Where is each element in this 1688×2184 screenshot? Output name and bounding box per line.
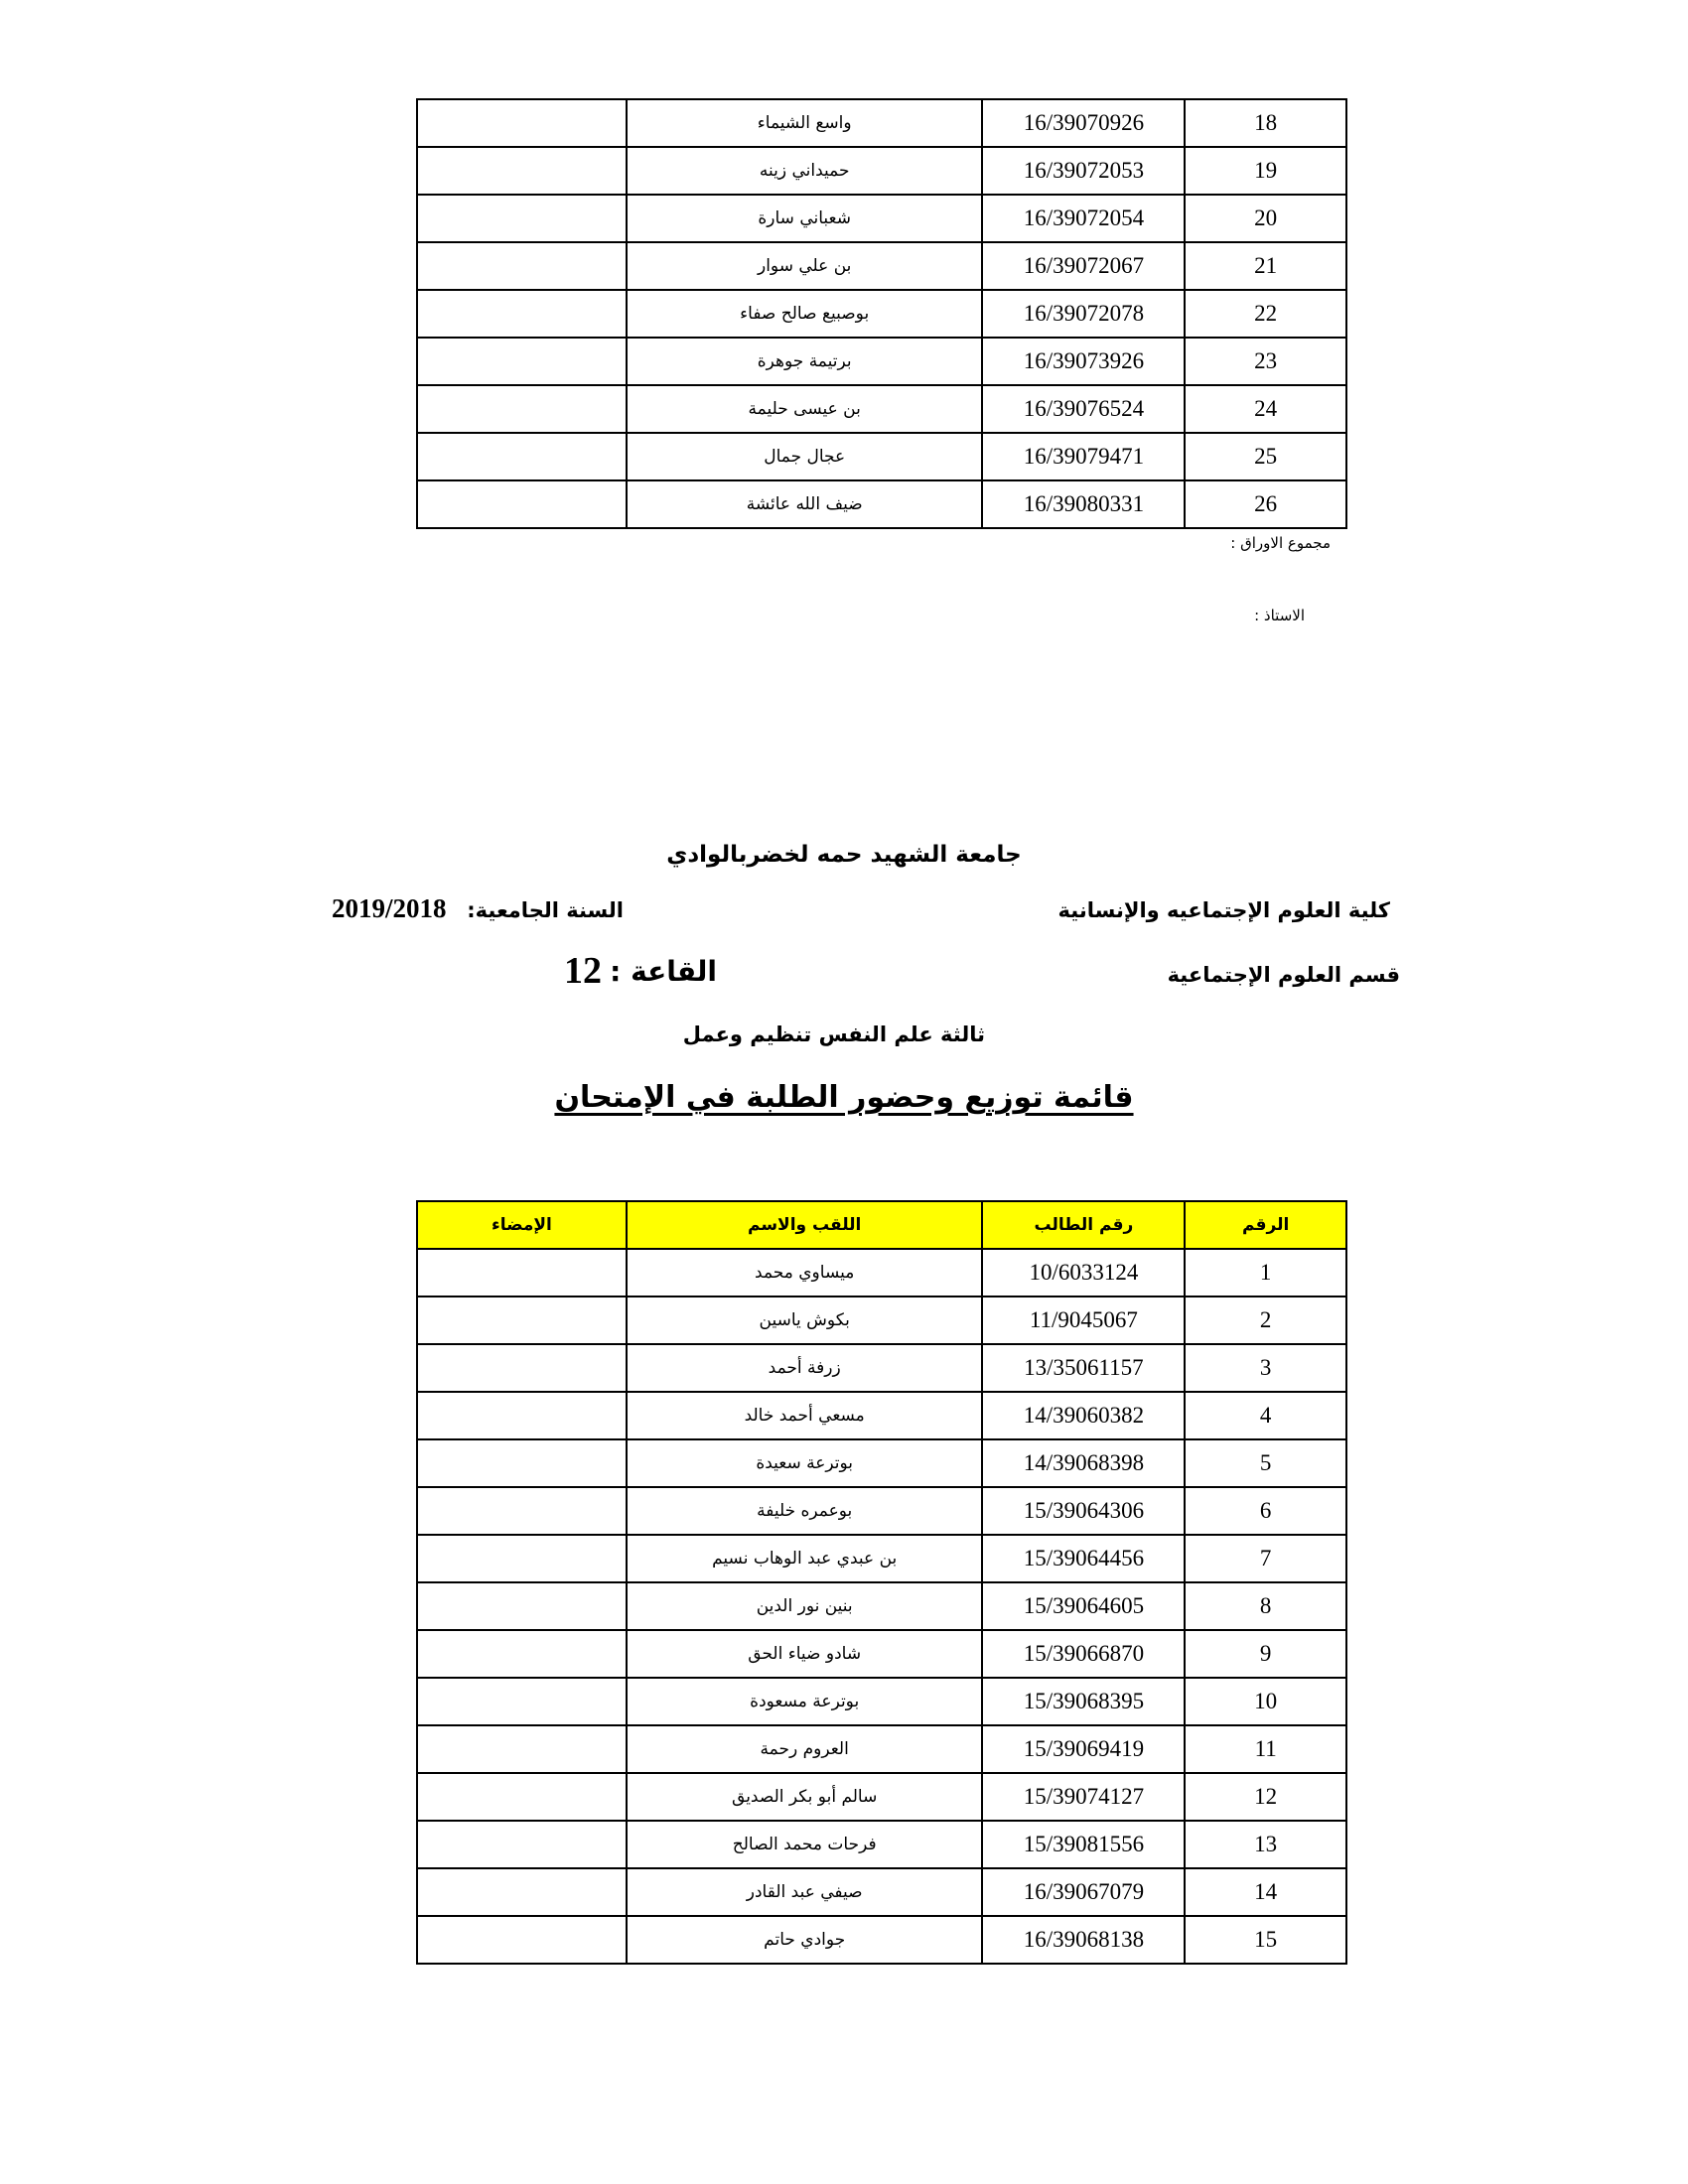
student-id: 16/39079471 xyxy=(982,433,1185,480)
table-row xyxy=(417,480,1346,528)
table-row xyxy=(417,433,1346,480)
document-title: قائمة توزيع وحضور الطلبة في الإمتحان xyxy=(554,1080,1134,1115)
row-number: 13 xyxy=(1185,1821,1346,1868)
signature-cell[interactable] xyxy=(417,290,627,338)
row-number: 6 xyxy=(1185,1487,1346,1535)
row-number: 19 xyxy=(1185,147,1346,195)
top-attendance-table xyxy=(416,98,1347,529)
student-id: 14/39068398 xyxy=(982,1439,1185,1487)
student-name: فرحات محمد الصالح xyxy=(627,1821,983,1868)
student-id: 16/39070926 xyxy=(982,99,1185,147)
row-number: 23 xyxy=(1185,338,1346,385)
table-row xyxy=(417,195,1346,242)
student-id: 16/39072054 xyxy=(982,195,1185,242)
signature-cell[interactable] xyxy=(417,480,627,528)
signature-cell[interactable] xyxy=(417,1249,627,1297)
student-name: ضيف الله عائشة xyxy=(627,480,983,528)
student-name: عجال جمال xyxy=(627,433,983,480)
row-number: 18 xyxy=(1185,99,1346,147)
faculty-name: كلية العلوم الإجتماعيه والإنسانية xyxy=(1057,898,1390,922)
signature-cell[interactable] xyxy=(417,195,627,242)
papers-total-label: مجموع الاوراق : xyxy=(1230,534,1331,552)
hall-label: القاعة : xyxy=(610,955,717,988)
row-number: 15 xyxy=(1185,1916,1346,1964)
table-row xyxy=(417,1773,1346,1821)
row-number: 5 xyxy=(1185,1439,1346,1487)
student-id: 16/39067079 xyxy=(982,1868,1185,1916)
student-id: 16/39072078 xyxy=(982,290,1185,338)
signature-cell[interactable] xyxy=(417,1868,627,1916)
row-number: 11 xyxy=(1185,1725,1346,1773)
row-number: 24 xyxy=(1185,385,1346,433)
signature-cell[interactable] xyxy=(417,1439,627,1487)
top-table-body xyxy=(417,99,1346,528)
student-name: صيفي عبد القادر xyxy=(627,1868,983,1916)
student-id: 15/39068395 xyxy=(982,1678,1185,1725)
student-id: 16/39073926 xyxy=(982,338,1185,385)
student-id: 15/39064456 xyxy=(982,1535,1185,1582)
header-student-id: رقم الطالب xyxy=(982,1201,1185,1249)
row-number: 7 xyxy=(1185,1535,1346,1582)
university-name: جامعة الشهيد حمه لخضربالوادي xyxy=(666,842,1022,868)
row-number: 14 xyxy=(1185,1868,1346,1916)
table-header-row xyxy=(417,1201,1346,1249)
student-name: برتيمة جوهرة xyxy=(627,338,983,385)
level-label: ثالثة علم النفس تنظيم وعمل xyxy=(682,1023,985,1046)
table-row xyxy=(417,1487,1346,1535)
student-name: بكوش ياسين xyxy=(627,1297,983,1344)
table-row xyxy=(417,1249,1346,1297)
table-row xyxy=(417,1678,1346,1725)
student-name: واسع الشيماء xyxy=(627,99,983,147)
student-id: 16/39076524 xyxy=(982,385,1185,433)
main-table-body xyxy=(417,1249,1346,1964)
signature-cell[interactable] xyxy=(417,433,627,480)
table-row xyxy=(417,1630,1346,1678)
row-number: 20 xyxy=(1185,195,1346,242)
student-name: حميداني زينه xyxy=(627,147,983,195)
signature-cell[interactable] xyxy=(417,242,627,290)
row-number: 22 xyxy=(1185,290,1346,338)
signature-cell[interactable] xyxy=(417,1297,627,1344)
signature-cell[interactable] xyxy=(417,1535,627,1582)
signature-cell[interactable] xyxy=(417,1487,627,1535)
table-row xyxy=(417,99,1346,147)
student-id: 15/39064306 xyxy=(982,1487,1185,1535)
student-name: العروم رحمة xyxy=(627,1725,983,1773)
student-name: مسعي أحمد خالد xyxy=(627,1392,983,1439)
main-attendance-table xyxy=(416,1200,1347,1965)
professor-label: الاستاذ : xyxy=(1254,607,1305,624)
student-name: زرفة أحمد xyxy=(627,1344,983,1392)
table-row xyxy=(417,1582,1346,1630)
row-number: 9 xyxy=(1185,1630,1346,1678)
table-row xyxy=(417,385,1346,433)
student-id: 14/39060382 xyxy=(982,1392,1185,1439)
signature-cell[interactable] xyxy=(417,1821,627,1868)
header-signature: الإمضاء xyxy=(417,1201,627,1249)
student-name: بوترعة مسعودة xyxy=(627,1678,983,1725)
student-id: 16/39072053 xyxy=(982,147,1185,195)
student-id: 16/39072067 xyxy=(982,242,1185,290)
header-full-name: اللقب والاسم xyxy=(627,1201,983,1249)
row-number: 2 xyxy=(1185,1297,1346,1344)
table-row xyxy=(417,1535,1346,1582)
student-name: بن عيسى حليمة xyxy=(627,385,983,433)
table-row xyxy=(417,1868,1346,1916)
row-number: 8 xyxy=(1185,1582,1346,1630)
student-id: 16/39080331 xyxy=(982,480,1185,528)
table-row xyxy=(417,1916,1346,1964)
student-name: بنين نور الدين xyxy=(627,1582,983,1630)
student-name: بوصبيع صالح صفاء xyxy=(627,290,983,338)
academic-year-label: السنة الجامعية: xyxy=(467,898,624,922)
signature-cell[interactable] xyxy=(417,338,627,385)
student-name: شادو ضياء الحق xyxy=(627,1630,983,1678)
student-id: 13/35061157 xyxy=(982,1344,1185,1392)
header-number: الرقم xyxy=(1185,1201,1346,1249)
student-name: جوادي حاتم xyxy=(627,1916,983,1964)
signature-cell[interactable] xyxy=(417,1630,627,1678)
student-id: 15/39074127 xyxy=(982,1773,1185,1821)
table-row xyxy=(417,1297,1346,1344)
table-row xyxy=(417,147,1346,195)
table-row xyxy=(417,1821,1346,1868)
student-id: 15/39066870 xyxy=(982,1630,1185,1678)
student-id: 15/39069419 xyxy=(982,1725,1185,1773)
signature-cell[interactable] xyxy=(417,385,627,433)
hall-number: 12 xyxy=(564,950,602,992)
signature-cell[interactable] xyxy=(417,147,627,195)
signature-cell[interactable] xyxy=(417,99,627,147)
department-name: قسم العلوم الإجتماعية xyxy=(1167,963,1400,987)
row-number: 25 xyxy=(1185,433,1346,480)
student-id: 16/39068138 xyxy=(982,1916,1185,1964)
table-row xyxy=(417,338,1346,385)
student-name: بوعمره خليفة xyxy=(627,1487,983,1535)
student-name: ميساوي محمد xyxy=(627,1249,983,1297)
student-name: شعباني سارة xyxy=(627,195,983,242)
signature-cell[interactable] xyxy=(417,1773,627,1821)
student-id: 15/39064605 xyxy=(982,1582,1185,1630)
signature-cell[interactable] xyxy=(417,1725,627,1773)
table-row xyxy=(417,1439,1346,1487)
row-number: 26 xyxy=(1185,480,1346,528)
row-number: 1 xyxy=(1185,1249,1346,1297)
table-row xyxy=(417,1392,1346,1439)
table-row xyxy=(417,1725,1346,1773)
student-name: بن علي سوار xyxy=(627,242,983,290)
signature-cell[interactable] xyxy=(417,1344,627,1392)
signature-cell[interactable] xyxy=(417,1582,627,1630)
student-name: بن عبدي عبد الوهاب نسيم xyxy=(627,1535,983,1582)
student-id: 11/9045067 xyxy=(982,1297,1185,1344)
row-number: 3 xyxy=(1185,1344,1346,1392)
signature-cell[interactable] xyxy=(417,1916,627,1964)
signature-cell[interactable] xyxy=(417,1678,627,1725)
row-number: 21 xyxy=(1185,242,1346,290)
table-row xyxy=(417,290,1346,338)
table-row xyxy=(417,1344,1346,1392)
student-id: 15/39081556 xyxy=(982,1821,1185,1868)
row-number: 10 xyxy=(1185,1678,1346,1725)
student-id: 10/6033124 xyxy=(982,1249,1185,1297)
row-number: 12 xyxy=(1185,1773,1346,1821)
signature-cell[interactable] xyxy=(417,1392,627,1439)
row-number: 4 xyxy=(1185,1392,1346,1439)
table-row xyxy=(417,242,1346,290)
academic-year-value: 2019/2018 xyxy=(332,893,447,923)
student-name: سالم أبو بكر الصديق xyxy=(627,1773,983,1821)
student-name: بوترعة سعيدة xyxy=(627,1439,983,1487)
